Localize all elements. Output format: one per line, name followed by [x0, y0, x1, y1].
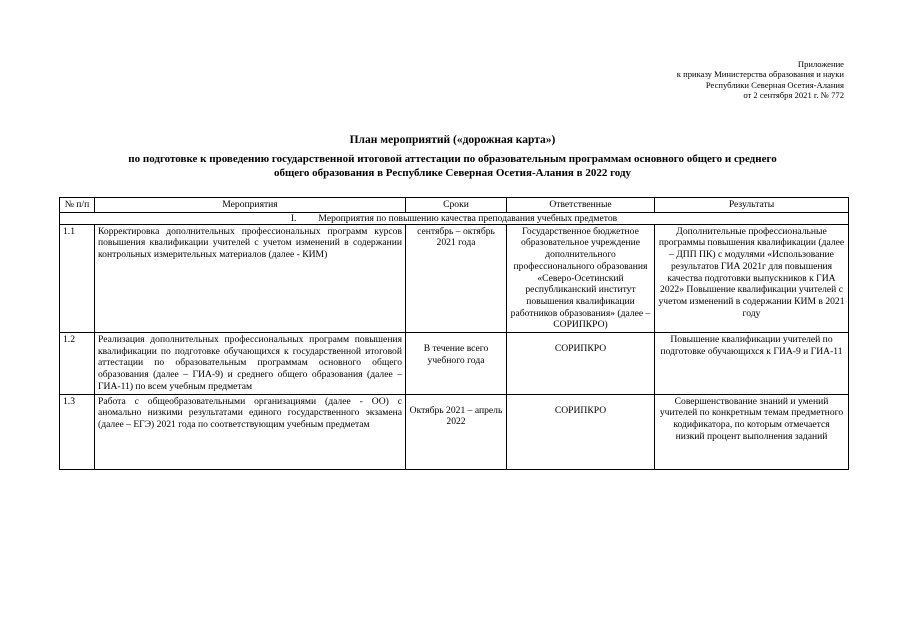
row-activity: Реализация дополнительных профессиональных программ повышения квалификации по подготовке обучающихся к государственной итоговой аттестации по образовательным программам основного общего образования (далее – ГИА-9) и среднего общего образования (далее – ГИА-11) по всем учебным предметам — [95, 333, 406, 395]
row-results: Дополнительные профессиональные программы повышения квалификации (далее – ДПП ПК) с модулями «Использование результатов ГИА 2021г для повышения качества подготовки выпускников к ГИА 2022» Повышение квалификации учителей с учетом изменений в содержании КИМ в 2021 году — [655, 224, 849, 332]
section-title: Мероприятия по повышению качества преподавания учебных предметов — [318, 212, 618, 224]
section-heading — [60, 212, 849, 224]
table-row — [60, 224, 849, 332]
section-row — [60, 212, 849, 224]
row-activity: Корректировка дополнительных профессиональных программ курсов повышения квалификации учителей с учетом изменений в содержании контрольных измерительных материалов (далее - КИМ) — [95, 224, 406, 332]
appendix-line-3: Республики Северная Осетия-Алания — [705, 79, 844, 90]
row-dates: Октябрь 2021 – апрель 2022 — [406, 394, 507, 469]
appendix-line-2: к приказу Министерства образования и науки — [676, 69, 844, 80]
row-responsible: Государственное бюджетное образовательное учреждение дополнительного профессионального образования «Северо-Осетинский республиканский институт повышения квалификации работников образования» (далее – СОРИПКРО) — [507, 224, 655, 332]
row-num: 1.1 — [60, 224, 95, 332]
appendix-line-1: Приложение — [797, 59, 844, 69]
row-activity: Работа с общеобразовательными организациями (далее - ОО) с аномально низкими результатами единого государственного экзамена (далее – ЕГЭ) 2021 года по соответствующим учебным предметам — [95, 394, 406, 469]
row-dates: В течение всего учебного года — [406, 333, 507, 395]
header-results: Результаты — [655, 198, 849, 213]
table-row — [60, 394, 849, 469]
header-activity: Мероприятия — [95, 198, 406, 213]
row-responsible: СОРИПКРО — [507, 394, 655, 469]
header-responsible: Ответственные — [507, 198, 655, 213]
row-num: 1.2 — [60, 333, 95, 395]
table-row — [60, 333, 849, 395]
header-num: № п/п — [60, 198, 95, 213]
row-results: Совершенствование знаний и умений учителей по конкретным темам предметного кодификатора, по которым отмечается низкий процент выполнения заданий — [655, 394, 849, 469]
row-num: 1.3 — [60, 394, 95, 469]
row-dates: сентябрь – октябрь 2021 года — [406, 224, 507, 332]
subtitle-line-1: по подготовке к проведению государственной итоговой аттестации по образовательным программам основного общего и среднего — [128, 153, 777, 165]
appendix-block — [677, 59, 844, 101]
header-dates: Сроки — [406, 198, 507, 213]
subtitle-line-2: общего образования в Республике Северная Осетия-Алания в 2022 году — [273, 167, 632, 179]
row-results: Повышение квалификации учителей по подготовке обучающихся к ГИА-9 и ГИА-11 — [655, 333, 849, 395]
section-number: I. — [290, 212, 297, 224]
appendix-line-4: от 2 сентября 2021 г. № 772 — [743, 90, 844, 101]
document-subtitle — [0, 152, 905, 180]
document-title: План мероприятий («дорожная карта») — [349, 134, 556, 146]
table-header-row — [60, 198, 849, 213]
plan-table — [59, 197, 849, 470]
row-responsible: СОРИПКРО — [507, 333, 655, 395]
